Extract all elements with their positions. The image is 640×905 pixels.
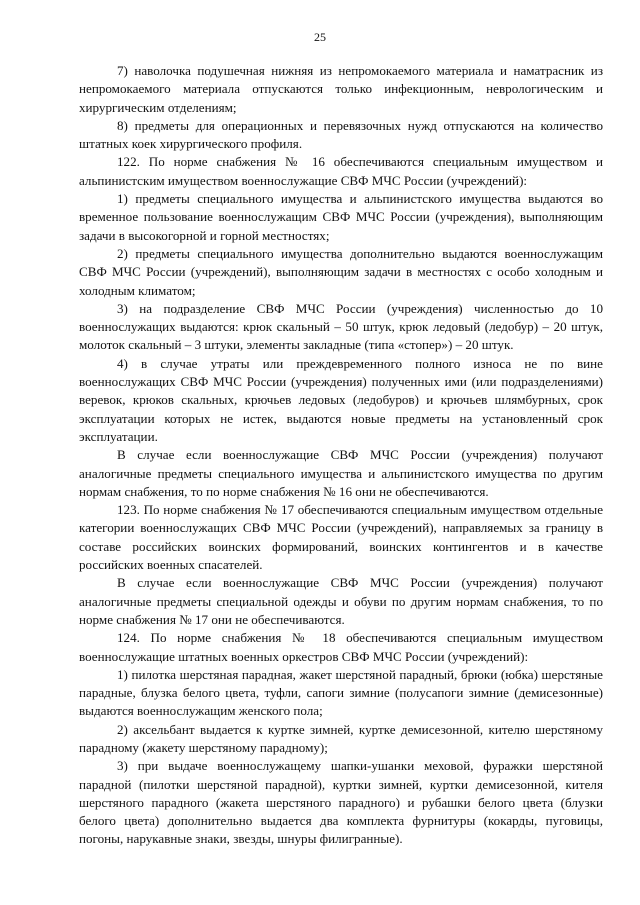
paragraph: 122. По норме снабжения № 16 обеспечиваются специальным имуществом и альпинистским имуществом военнослужащие СВФ МЧС России (учреждений): (79, 154, 603, 188)
document-body (79, 62, 603, 849)
paragraph: 2) предметы специального имущества дополнительно выдаются военнослужащим СВФ МЧС России (учреждений), выполняющим задачи в местностях с особо холодным и холодным климатом; (79, 245, 603, 298)
paragraph: В случае если военнослужащие СВФ МЧС России (учреждения) получают аналогичные предметы специальной одежды и обуви по другим нормам снабжения, то по норме снабжения № 17 они не обеспечиваются. (79, 575, 603, 627)
paragraph: 123. По норме снабжения № 17 обеспечиваются специальным имуществом отдельные категории военнослужащих СВФ МЧС России (учреждений), направляемых за границу в составе российских воинских формирований, воинских контингентов и в качестве российских военных спасателей. (79, 502, 603, 573)
paragraph: 1) предметы специального имущества и альпинистского имущества выдаются во временное пользование военнослужащим СВФ МЧС России (учреждения), выполняющим задачи в высокогорной и горной местностях; (79, 191, 603, 243)
paragraph: 7) наволочка подушечная нижняя из непромокаемого материала и наматрасник из непромокаемого материала отпускаются только инфекционным, неврологическим и хирургическим отделениям; (79, 63, 603, 115)
paragraph: 3) при выдаче военнослужащему шапки-ушанки меховой, фуражки шерстяной парадной (пилотки шерстяной парадной), куртки зимней, куртки демисезонной, кителя шерстяного парадного (жакета шерстяного парадного) и рубашки белого цвета (блузки белого цвета) дополнительно выдается два комплекта фурнитуры (кокарды, пуговицы, погоны, нарукавные знаки, звезды, шнуры филигранные). (79, 758, 603, 847)
paragraph: 4) в случае утраты или преждевременного полного износа не по вине военнослужащих СВФ МЧС России (учреждения) полученных ими (или подразделениями) веревок, крюков скальных, крючьев ледовых (ледобуров) и крючьев шлямбурных, срок эксплуатации которых не истек, выдаются новые предметы на установленный срок эксплуатации. (79, 355, 603, 444)
paragraph: 2) аксельбант выдается к куртке зимней, куртке демисезонной, кителю шерстяному парадному (жакету шерстяному парадному); (79, 721, 603, 755)
paragraph: В случае если военнослужащие СВФ МЧС России (учреждения) получают аналогичные предметы специального имущества и альпинистского имущества по другим нормам снабжения, то по норме снабжения № 16 они не обеспечиваются. (79, 447, 603, 499)
paragraph: 124. По норме снабжения № 18 обеспечиваются специальным имуществом военнослужащие штатных военных оркестров СВФ МЧС России (учреждений): (79, 630, 603, 664)
paragraph: 8) предметы для операционных и перевязочных нужд отпускаются на количество штатных коек хирургического профиля. (79, 117, 603, 152)
page-number: 25 (314, 30, 326, 44)
paragraph: 1) пилотка шерстяная парадная, жакет шерстяной парадный, брюки (юбка) шерстяные парадные, блузка белого цвета, туфли, сапоги зимние (полусапоги зимние (демисезонные) выдаются военнослужащим женского пола; (79, 666, 603, 719)
paragraph: 3) на подразделение СВФ МЧС России (учреждения) численностью до 10 военнослужащих выдаются: крюк скальный – 50 штук, крюк ледовый (ледобур) – 20 штук, молоток скальный – 3 штуки, элементы закладные (типа «стопер») – 20 штук. (79, 300, 603, 353)
